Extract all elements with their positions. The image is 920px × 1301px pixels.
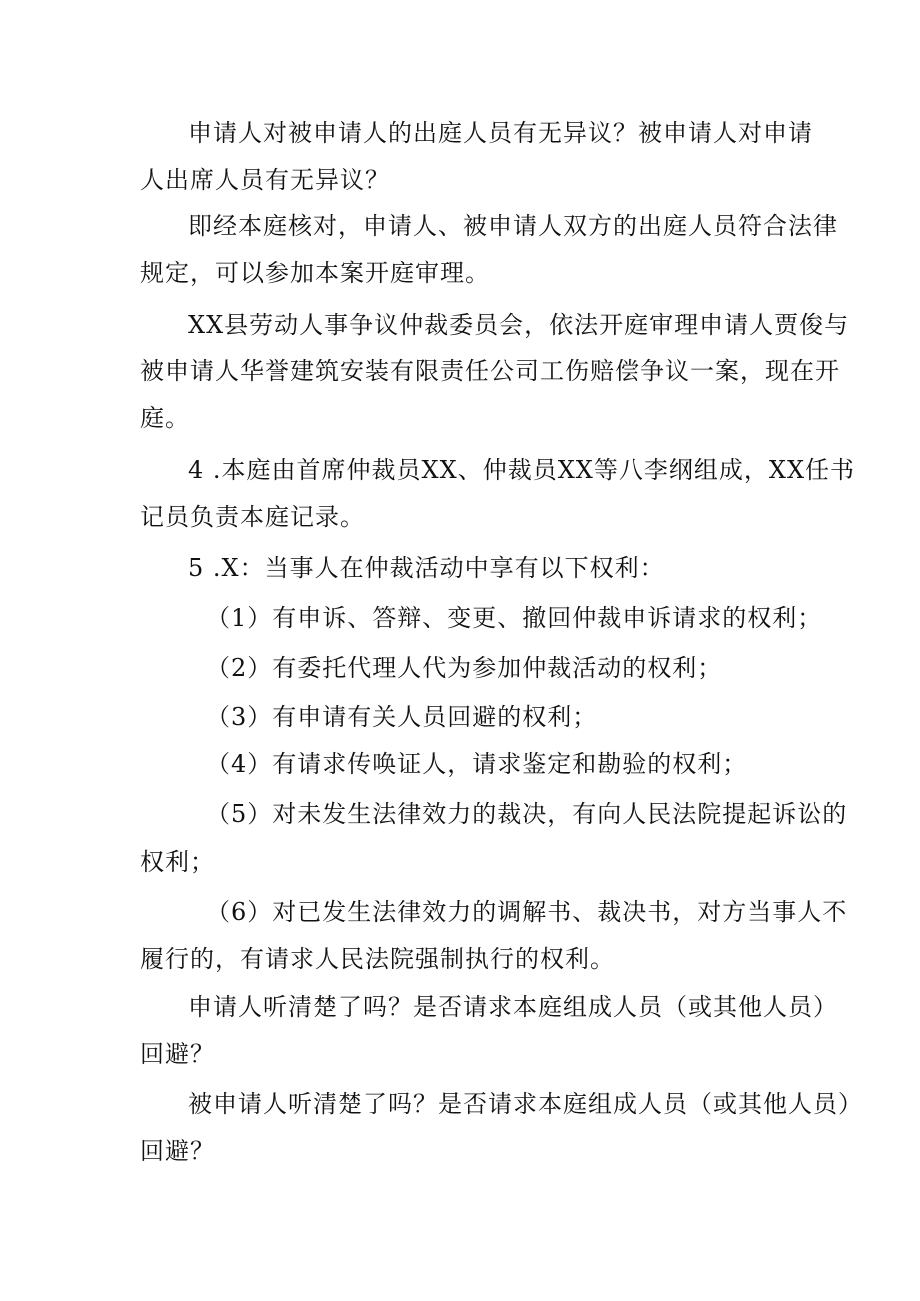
paragraph-line: 回避？: [140, 1040, 215, 1068]
paragraph-line: 被申请人华誉建筑安装有限责任公司工伤赔偿争议一案，现在开: [140, 357, 840, 385]
paragraph-line: 庭。: [140, 404, 190, 432]
list-item: （2）有委托代理人代为参加仲裁活动的权利；: [206, 654, 723, 682]
list-item: （6）对已发生法律效力的调解书、裁决书，对方当事人不: [206, 898, 848, 926]
paragraph-line: 人出席人员有无异议？: [140, 166, 390, 194]
list-item: （5）对未发生法律效力的裁决，有向人民法院提起诉讼的: [206, 800, 848, 828]
paragraph-line: 权利；: [140, 848, 215, 876]
paragraph-line: 申请人对被申请人的出庭人员有无异议？被申请人对申请: [188, 119, 813, 147]
paragraph-line: 回避？: [140, 1137, 215, 1165]
paragraph-line: 规定，可以参加本案开庭审理。: [140, 259, 490, 287]
paragraph-line: XX县劳动人事争议仲裁委员会，依法开庭审理申请人贾俊与: [188, 311, 850, 339]
list-item: （1）有申诉、答辩、变更、撤回仲裁申诉请求的权利；: [206, 604, 823, 632]
list-item: （3）有申请有关人员回避的权利；: [206, 703, 598, 731]
paragraph-line: 即经本庭核对，申请人、被申请人双方的出庭人员符合法律: [188, 212, 838, 240]
paragraph-line: 申请人听清楚了吗？是否请求本庭组成人员（或其他人员）: [188, 993, 838, 1021]
paragraph-line: 履行的，有请求人民法院强制执行的权利。: [140, 945, 615, 973]
list-item: （4）有请求传唤证人，请求鉴定和勘验的权利；: [206, 750, 748, 778]
paragraph-line: 5 .X：当事人在仲裁活动中享有以下权利：: [188, 554, 665, 582]
paragraph-line: 4 .本庭由首席仲裁员XX、仲裁员XX等八李纲组成，XX任书: [188, 456, 856, 484]
paragraph-line: 记员负责本庭记录。: [140, 503, 365, 531]
paragraph-line: 被申请人听清楚了吗？是否请求本庭组成人员（或其他人员）: [188, 1090, 863, 1118]
